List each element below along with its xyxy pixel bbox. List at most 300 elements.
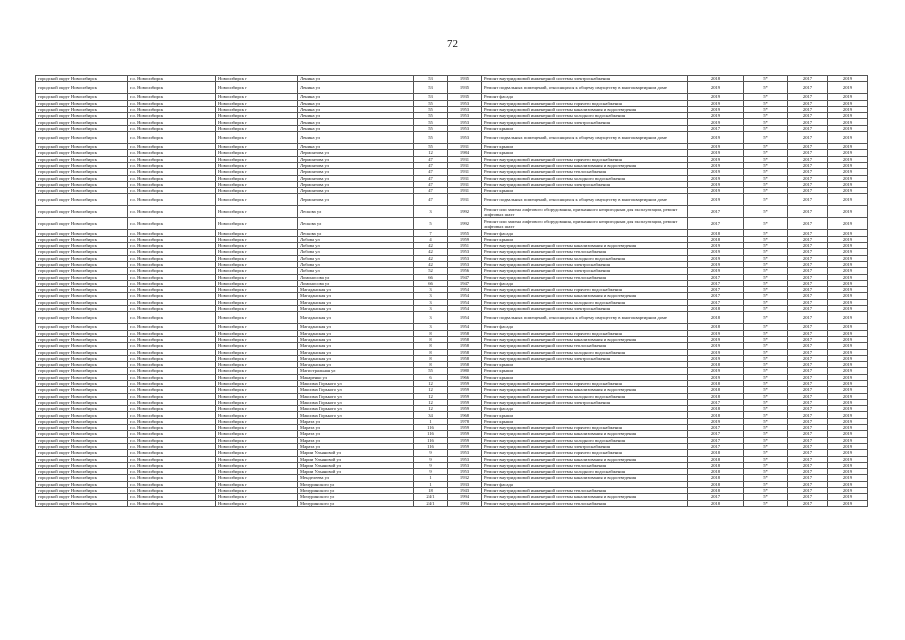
table-cell-c11: 2019 (828, 330, 868, 336)
table-cell-c9: 5* (744, 287, 788, 293)
table-cell-c6: 1953 (448, 255, 482, 261)
table-cell-c11: 2019 (828, 243, 868, 249)
table-cell-c11: 2019 (828, 306, 868, 312)
table-cell-c5: 116 (414, 425, 448, 431)
table-cell-c4: Лескова ул (298, 206, 414, 218)
table-cell-c8: 2018 (688, 412, 744, 418)
table-cell-c8: 2018 (688, 380, 744, 386)
table-cell-c2: г.о. Новосибирск (128, 362, 216, 368)
table-cell-c5: 42 (414, 243, 448, 249)
table-cell-c9: 5* (744, 280, 788, 286)
table-cell-c7: Ремонт внутридомовой инженерной системы электроснабжения (482, 261, 688, 267)
table-cell-c3: Новосибирск г (216, 312, 298, 324)
table-cell-c3: Новосибирск г (216, 249, 298, 255)
table-cell-c3: Новосибирск г (216, 218, 298, 230)
table-cell-c5: 42 (414, 255, 448, 261)
table-cell-c5: 6 (414, 374, 448, 380)
table-cell-c11: 2019 (828, 194, 868, 206)
table-cell-c2: г.о. Новосибирск (128, 299, 216, 305)
table-cell-c7: Ремонт фасада (482, 406, 688, 412)
table-cell-c3: Новосибирск г (216, 374, 298, 380)
table-cell-c5: 66 (414, 280, 448, 286)
table-cell-c9: 5* (744, 456, 788, 462)
table-cell-c2: г.о. Новосибирск (128, 330, 216, 336)
table-cell-c4: Марата ул (298, 443, 414, 449)
table-cell-c6: 1953 (448, 132, 482, 144)
table-cell-c10: 2017 (788, 150, 828, 156)
table-cell-c8: 2017 (688, 425, 744, 431)
table-cell-c6: 1959 (448, 425, 482, 431)
table-cell-c2: г.о. Новосибирск (128, 255, 216, 261)
table-cell-c1: городской округ Новосибирск (36, 368, 128, 374)
table-cell-c8: 2019 (688, 349, 744, 355)
table-cell-c10: 2017 (788, 181, 828, 187)
table-cell-c9: 5* (744, 418, 788, 424)
table-cell-c10: 2017 (788, 488, 828, 494)
table-cell-c1: городской округ Новосибирск (36, 362, 128, 368)
table-cell-c10: 2017 (788, 494, 828, 500)
table-cell-c4: Магаданская ул (298, 336, 414, 342)
table-cell-c11: 2019 (828, 156, 868, 162)
table-cell-c7: Ремонт внутридомовой инженерной системы холодного водоснабжения (482, 299, 688, 305)
table-cell-c6: 1994 (448, 494, 482, 500)
table-cell-c5: 8 (414, 362, 448, 368)
table-cell-c1: городской округ Новосибирск (36, 330, 128, 336)
table-cell-c6: 1931 (448, 181, 482, 187)
table-cell-c10: 2017 (788, 255, 828, 261)
table-cell-c9: 5* (744, 393, 788, 399)
table-cell-c8: 2018 (688, 488, 744, 494)
table-cell-c4: Ленина ул (298, 94, 414, 100)
table-cell-c2: г.о. Новосибирск (128, 243, 216, 249)
table-cell-c6: 1953 (448, 462, 482, 468)
table-cell-c10: 2017 (788, 412, 828, 418)
table-cell-c6: 1931 (448, 144, 482, 150)
table-cell-c9: 5* (744, 362, 788, 368)
table-cell-c7: Ремонт подвальных помещений, относящихся к общему имуществу в многоквартирном доме (482, 194, 688, 206)
table-cell-c10: 2017 (788, 399, 828, 405)
table-cell-c10: 2017 (788, 194, 828, 206)
table-cell-c8: 2019 (688, 374, 744, 380)
table-cell-c5: 47 (414, 156, 448, 162)
table-cell-c6: 1954 (448, 299, 482, 305)
table-cell-c4: Магаданская ул (298, 330, 414, 336)
table-cell-c6: 1953 (448, 119, 482, 125)
table-cell-c1: городской округ Новосибирск (36, 169, 128, 175)
table-cell-c1: городской округ Новосибирск (36, 106, 128, 112)
table-cell-c11: 2019 (828, 437, 868, 443)
table-row (36, 218, 868, 230)
table-cell-c6: 1958 (448, 330, 482, 336)
table-cell-c9: 5* (744, 462, 788, 468)
table-cell-c9: 5* (744, 243, 788, 249)
table-cell-c4: Ленина ул (298, 144, 414, 150)
table-cell-c6: 1956 (448, 268, 482, 274)
table-cell-c6: 1959 (448, 236, 482, 242)
table-cell-c9: 5* (744, 450, 788, 456)
table-cell-c9: 5* (744, 144, 788, 150)
table-cell-c2: г.о. Новосибирск (128, 144, 216, 150)
table-cell-c7: Ремонт внутридомовой инженерной системы горячего водоснабжения (482, 156, 688, 162)
table-cell-c10: 2017 (788, 450, 828, 456)
table-cell-c6: 1932 (448, 475, 482, 481)
table-cell-c9: 5* (744, 431, 788, 437)
table-cell-c5: 47 (414, 175, 448, 181)
table-cell-c7: Ремонт внутридомовой инженерной системы теплоснабжения (482, 500, 688, 506)
table-cell-c7: Ремонт внутридомовой инженерной системы горячего водоснабжения (482, 450, 688, 456)
table-cell-c10: 2017 (788, 437, 828, 443)
table-cell-c4: Лобова ул (298, 268, 414, 274)
table-cell-c10: 2017 (788, 456, 828, 462)
table-cell-c4: Ленина ул (298, 125, 414, 131)
table-cell-c5: 8 (414, 336, 448, 342)
table-cell-c7: Ремонт внутридомовой инженерной системы теплоснабжения (482, 488, 688, 494)
table-cell-c4: Лермонтова ул (298, 162, 414, 168)
table-cell-c7: Ремонт внутридомовой инженерной системы канализования и водоотведения (482, 494, 688, 500)
table-cell-c11: 2019 (828, 162, 868, 168)
table-cell-c4: Магаданская ул (298, 299, 414, 305)
table-cell-c11: 2019 (828, 181, 868, 187)
table-cell-c1: городской округ Новосибирск (36, 181, 128, 187)
table-cell-c6: 1959 (448, 380, 482, 386)
table-cell-c4: Марии Ульяновой ул (298, 456, 414, 462)
table-cell-c1: городской округ Новосибирск (36, 324, 128, 330)
table-cell-c9: 5* (744, 469, 788, 475)
table-cell-c11: 2019 (828, 82, 868, 94)
table-cell-c3: Новосибирск г (216, 100, 298, 106)
table-cell-c7: Ремонт подвальных помещений, относящихся к общему имуществу в многоквартирном доме (482, 132, 688, 144)
table-cell-c10: 2017 (788, 113, 828, 119)
table-cell-c5: 3 (414, 306, 448, 312)
table-cell-c5: 116 (414, 431, 448, 437)
table-row (36, 82, 868, 94)
table-cell-c9: 5* (744, 412, 788, 418)
table-cell-c3: Новосибирск г (216, 169, 298, 175)
table-cell-c3: Новосибирск г (216, 393, 298, 399)
table-cell-c1: городской округ Новосибирск (36, 230, 128, 236)
table-cell-c9: 5* (744, 261, 788, 267)
table-cell-c6: 1935 (448, 82, 482, 94)
table-cell-c11: 2019 (828, 268, 868, 274)
table-cell-c11: 2019 (828, 274, 868, 280)
table-cell-c2: г.о. Новосибирск (128, 368, 216, 374)
table-cell-c2: г.о. Новосибирск (128, 469, 216, 475)
table-cell-c7: Ремонт внутридомовой инженерной системы канализования и водоотведения (482, 336, 688, 342)
table-cell-c4: Лермонтова ул (298, 188, 414, 194)
table-cell-c4: Лобова ул (298, 243, 414, 249)
table-cell-c10: 2017 (788, 218, 828, 230)
table-cell-c5: 34 (414, 412, 448, 418)
table-cell-c8: 2018 (688, 450, 744, 456)
table-cell-c10: 2017 (788, 443, 828, 449)
table-cell-c9: 5* (744, 437, 788, 443)
table-cell-c3: Новосибирск г (216, 162, 298, 168)
table-cell-c9: 5* (744, 100, 788, 106)
table-cell-c7: Ремонт внутридомовой инженерной системы теплоснабжения (482, 249, 688, 255)
table-cell-c4: Лобова ул (298, 249, 414, 255)
table-cell-c1: городской округ Новосибирск (36, 494, 128, 500)
table-cell-c4: Мичуринского ул (298, 494, 414, 500)
table-cell-c5: 55 (414, 113, 448, 119)
table-cell-c4: Лермонтова ул (298, 150, 414, 156)
table-cell-c8: 2017 (688, 280, 744, 286)
table-cell-c6: 1943 (448, 488, 482, 494)
table-cell-c5: 116 (414, 443, 448, 449)
table-cell-c2: г.о. Новосибирск (128, 399, 216, 405)
table-cell-c5: 42 (414, 249, 448, 255)
table-cell-c8: 2017 (688, 399, 744, 405)
table-cell-c5: 66 (414, 274, 448, 280)
table-cell-c9: 5* (744, 443, 788, 449)
table-cell-c2: г.о. Новосибирск (128, 387, 216, 393)
table-cell-c11: 2019 (828, 144, 868, 150)
table-cell-c10: 2017 (788, 236, 828, 242)
table-cell-c1: городской округ Новосибирск (36, 249, 128, 255)
table-cell-c9: 5* (744, 206, 788, 218)
table-cell-c2: г.о. Новосибирск (128, 393, 216, 399)
table-cell-c7: Ремонт крыши (482, 188, 688, 194)
table-cell-c7: Ремонт внутридомовой инженерной системы электроснабжения (482, 443, 688, 449)
table-cell-c7: Ремонт внутридомовой инженерной системы горячего водоснабжения (482, 380, 688, 386)
table-cell-c10: 2017 (788, 169, 828, 175)
table-cell-c3: Новосибирск г (216, 255, 298, 261)
table-cell-c7: Ремонт крыши (482, 236, 688, 242)
table-cell-c10: 2017 (788, 324, 828, 330)
table-cell-c10: 2017 (788, 162, 828, 168)
table-cell-c2: г.о. Новосибирск (128, 380, 216, 386)
table-cell-c1: городской округ Новосибирск (36, 399, 128, 405)
table-cell-c11: 2019 (828, 399, 868, 405)
table-cell-c10: 2017 (788, 362, 828, 368)
table-cell-c7: Ремонт крыши (482, 412, 688, 418)
table-cell-c9: 5* (744, 274, 788, 280)
table-cell-c10: 2017 (788, 312, 828, 324)
table-cell-c9: 5* (744, 119, 788, 125)
table-cell-c11: 2019 (828, 218, 868, 230)
table-cell-c4: Магаданская ул (298, 287, 414, 293)
table-cell-c3: Новосибирск г (216, 293, 298, 299)
table-cell-c1: городской округ Новосибирск (36, 374, 128, 380)
table-cell-c9: 5* (744, 181, 788, 187)
table-cell-c8: 2018 (688, 456, 744, 462)
table-cell-c7: Ремонт подвальных помещений, относящихся к общему имуществу в многоквартирном доме (482, 82, 688, 94)
table-cell-c6: 1953 (448, 469, 482, 475)
table-cell-c1: городской округ Новосибирск (36, 162, 128, 168)
table-cell-c8: 2019 (688, 181, 744, 187)
table-cell-c5: 4 (414, 236, 448, 242)
table-cell-c5: 53 (414, 82, 448, 94)
table-cell-c6: 1947 (448, 274, 482, 280)
table-cell-c1: городской округ Новосибирск (36, 443, 128, 449)
table-cell-c7: Ремонт внутридомовой инженерной системы электроснабжения (482, 181, 688, 187)
table-cell-c6: 1958 (448, 355, 482, 361)
table-cell-c9: 5* (744, 399, 788, 405)
table-cell-c7: Ремонт внутридомовой инженерной системы холодного водоснабжения (482, 113, 688, 119)
table-cell-c7: Ремонт внутридомовой инженерной системы канализования и водоотведения (482, 243, 688, 249)
table-cell-c6: 1953 (448, 249, 482, 255)
table-cell-c4: Максима Горького ул (298, 406, 414, 412)
table-cell-c1: городской округ Новосибирск (36, 156, 128, 162)
table-cell-c6: 1931 (448, 188, 482, 194)
table-cell-c9: 5* (744, 374, 788, 380)
table-cell-c8: 2017 (688, 287, 744, 293)
table-cell-c2: г.о. Новосибирск (128, 306, 216, 312)
table-cell-c10: 2017 (788, 462, 828, 468)
table-cell-c10: 2017 (788, 299, 828, 305)
table-cell-c6: 1992 (448, 206, 482, 218)
table-cell-c2: г.о. Новосибирск (128, 236, 216, 242)
table-cell-c11: 2019 (828, 106, 868, 112)
table-cell-c8: 2019 (688, 255, 744, 261)
table-cell-c9: 5* (744, 380, 788, 386)
table-cell-c9: 5* (744, 150, 788, 156)
table-cell-c8: 2019 (688, 249, 744, 255)
table-cell-c11: 2019 (828, 362, 868, 368)
table-cell-c5: 55 (414, 125, 448, 131)
table-cell-c4: Магаданская ул (298, 306, 414, 312)
table-cell-c4: Ленина ул (298, 76, 414, 82)
table-cell-c6: 1953 (448, 456, 482, 462)
table-cell-c7: Ремонт фасада (482, 324, 688, 330)
table-cell-c8: 2018 (688, 76, 744, 82)
table-cell-c9: 5* (744, 230, 788, 236)
table-cell-c2: г.о. Новосибирск (128, 456, 216, 462)
table-cell-c11: 2019 (828, 393, 868, 399)
table-cell-c1: городской округ Новосибирск (36, 175, 128, 181)
table-cell-c8: 2019 (688, 156, 744, 162)
table-cell-c2: г.о. Новосибирск (128, 268, 216, 274)
table-cell-c10: 2017 (788, 368, 828, 374)
table-cell-c7: Ремонт внутридомовой инженерной системы холодного водоснабжения (482, 393, 688, 399)
table-cell-c3: Новосибирск г (216, 355, 298, 361)
table-cell-c7: Ремонт крыши (482, 362, 688, 368)
table-cell-c8: 2017 (688, 274, 744, 280)
table-cell-c7: Ремонт внутридомовой инженерной системы холодного водоснабжения (482, 255, 688, 261)
table-cell-c10: 2017 (788, 206, 828, 218)
table-cell-c11: 2019 (828, 230, 868, 236)
table-cell-c1: городской округ Новосибирск (36, 236, 128, 242)
table-cell-c1: городской округ Новосибирск (36, 425, 128, 431)
table-cell-c3: Новосибирск г (216, 76, 298, 82)
table-cell-c9: 5* (744, 76, 788, 82)
table-cell-c2: г.о. Новосибирск (128, 488, 216, 494)
table-cell-c1: городской округ Новосибирск (36, 299, 128, 305)
table-cell-c8: 2019 (688, 162, 744, 168)
table-cell-c8: 2019 (688, 355, 744, 361)
table-cell-c8: 2019 (688, 194, 744, 206)
table-cell-c6: 1951 (448, 243, 482, 249)
table-cell-c1: городской округ Новосибирск (36, 406, 128, 412)
table-cell-c9: 5* (744, 481, 788, 487)
table-cell-c4: Магаданская ул (298, 362, 414, 368)
table-cell-c2: г.о. Новосибирск (128, 349, 216, 355)
table-cell-c3: Новосибирск г (216, 82, 298, 94)
table-cell-c10: 2017 (788, 243, 828, 249)
table-cell-c9: 5* (744, 349, 788, 355)
table-cell-c4: Ломоносова ул (298, 280, 414, 286)
table-cell-c4: Марии Ульяновой ул (298, 450, 414, 456)
table-cell-c10: 2017 (788, 287, 828, 293)
table-cell-c4: Ленина ул (298, 119, 414, 125)
table-cell-c8: 2018 (688, 312, 744, 324)
table-cell-c8: 2017 (688, 125, 744, 131)
table-cell-c1: городской округ Новосибирск (36, 113, 128, 119)
table-cell-c7: Ремонт внутридомовой инженерной системы электроснабжения (482, 306, 688, 312)
table-cell-c4: Ленина ул (298, 132, 414, 144)
table-cell-c9: 5* (744, 169, 788, 175)
table-cell-c9: 5* (744, 324, 788, 330)
table-cell-c2: г.о. Новосибирск (128, 156, 216, 162)
table-cell-c4: Магистральная ул (298, 368, 414, 374)
table-cell-c4: Максима Горького ул (298, 412, 414, 418)
table-cell-c8: 2019 (688, 82, 744, 94)
table-cell-c1: городской округ Новосибирск (36, 188, 128, 194)
table-cell-c7: Ремонт внутридомовой инженерной системы канализования и водоотведения (482, 456, 688, 462)
table-cell-c9: 5* (744, 293, 788, 299)
table-cell-c2: г.о. Новосибирск (128, 125, 216, 131)
table-cell-c1: городской округ Новосибирск (36, 243, 128, 249)
table-cell-c5: 7 (414, 230, 448, 236)
table-cell-c5: 8 (414, 330, 448, 336)
table-cell-c10: 2017 (788, 132, 828, 144)
table-cell-c4: Магаданская ул (298, 343, 414, 349)
page-number: 72 (447, 38, 458, 50)
table-cell-c7: Ремонт внутридомовой инженерной системы горячего водоснабжения (482, 100, 688, 106)
table-cell-c3: Новосибирск г (216, 494, 298, 500)
table-cell-c4: Ленина ул (298, 106, 414, 112)
table-cell-c7: Ремонт крыши (482, 125, 688, 131)
table-cell-c6: 1931 (448, 194, 482, 206)
table-cell-c9: 5* (744, 355, 788, 361)
table-cell-c1: городской округ Новосибирск (36, 261, 128, 267)
table-cell-c6: 1953 (448, 261, 482, 267)
table-cell-c5: 12 (414, 380, 448, 386)
table-cell-c6: 1959 (448, 406, 482, 412)
table-cell-c11: 2019 (828, 249, 868, 255)
table-cell-c10: 2017 (788, 293, 828, 299)
table-cell-c3: Новосибирск г (216, 475, 298, 481)
table-cell-c2: г.о. Новосибирск (128, 280, 216, 286)
table-cell-c7: Ремонт внутридомовой инженерной системы холодного водоснабжения (482, 175, 688, 181)
table-cell-c11: 2019 (828, 76, 868, 82)
table-cell-c4: Лермонтова ул (298, 175, 414, 181)
table-cell-c9: 5* (744, 255, 788, 261)
table-cell-c11: 2019 (828, 132, 868, 144)
table-cell-c5: 55 (414, 106, 448, 112)
table-cell-c6: 1959 (448, 393, 482, 399)
table-cell-c4: Лермонтова ул (298, 181, 414, 187)
table-cell-c8: 2019 (688, 119, 744, 125)
table-cell-c2: г.о. Новосибирск (128, 113, 216, 119)
table-cell-c1: городской округ Новосибирск (36, 475, 128, 481)
table-cell-c10: 2017 (788, 431, 828, 437)
table-cell-c10: 2017 (788, 175, 828, 181)
table-cell-c7: Ремонт крыши (482, 418, 688, 424)
table-cell-c10: 2017 (788, 144, 828, 150)
table-cell-c3: Новосибирск г (216, 274, 298, 280)
table-cell-c1: городской округ Новосибирск (36, 355, 128, 361)
table-cell-c6: 1994 (448, 500, 482, 506)
table-cell-c3: Новосибирск г (216, 443, 298, 449)
table-cell-c7: Ремонт внутридомовой инженерной системы теплоснабжения (482, 462, 688, 468)
table-cell-c9: 5* (744, 268, 788, 274)
table-cell-c11: 2019 (828, 494, 868, 500)
table-cell-c6: 1954 (448, 312, 482, 324)
table-cell-c3: Новосибирск г (216, 287, 298, 293)
table-cell-c4: Магаданская ул (298, 355, 414, 361)
table-cell-c10: 2017 (788, 119, 828, 125)
table-cell-c2: г.о. Новосибирск (128, 324, 216, 330)
